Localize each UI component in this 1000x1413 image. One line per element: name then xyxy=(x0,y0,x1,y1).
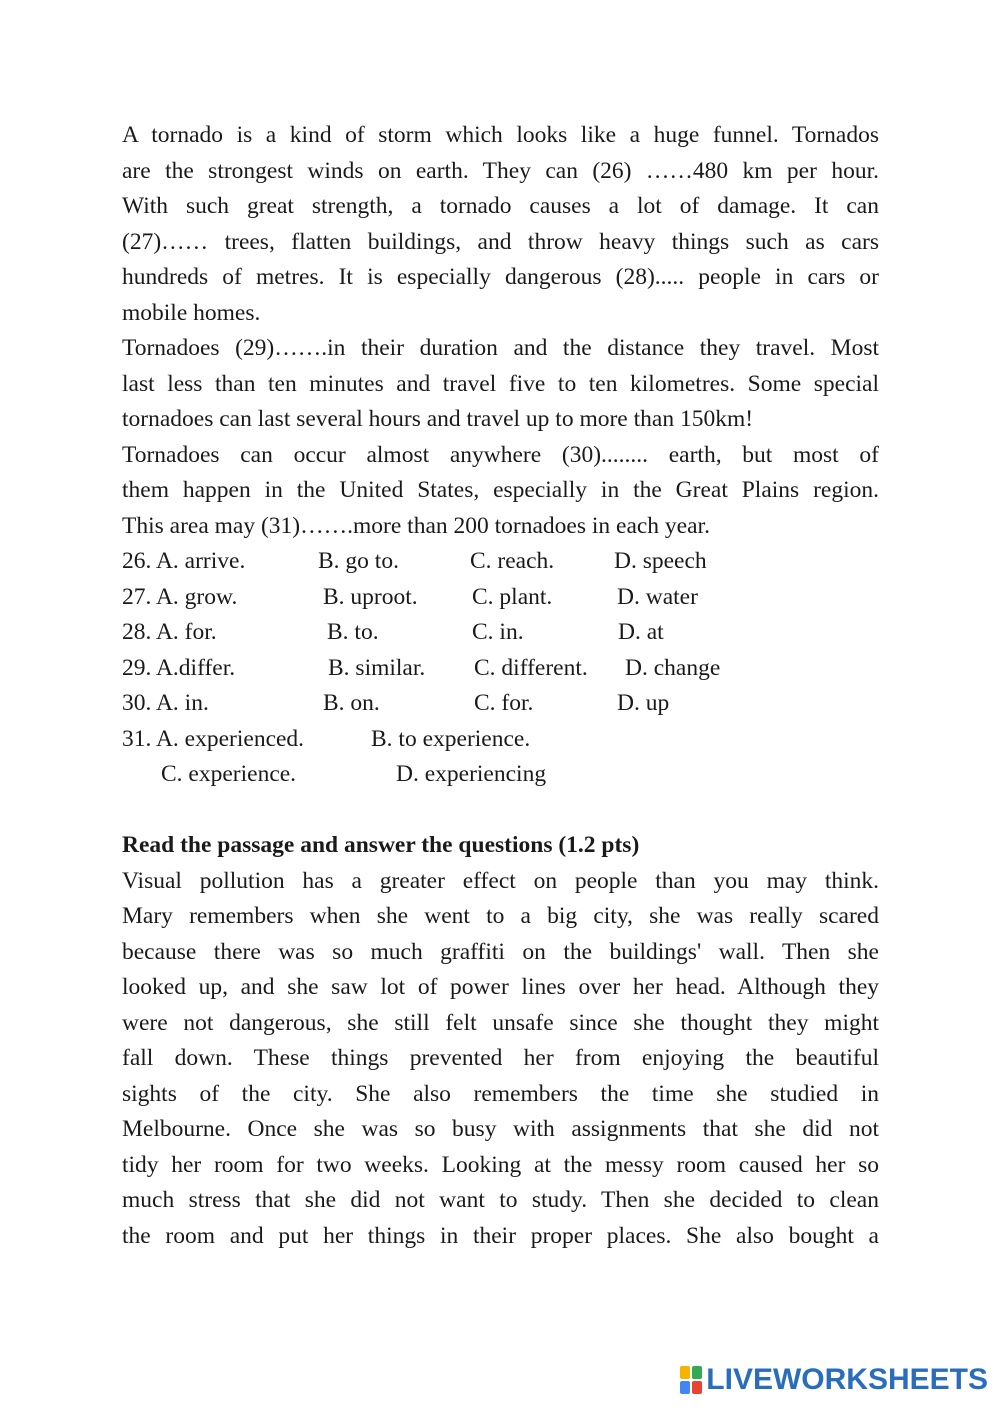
passage-line: them happen in the United States, especially in the Great Plains region. xyxy=(122,477,879,503)
passage-line: because there was so much graffiti on the buildings' wall. Then she xyxy=(122,938,879,965)
passage-line: Melbourne. Once she was so busy with assignments that she did not xyxy=(122,1116,879,1142)
option-b[interactable]: B. uproot. xyxy=(323,583,418,610)
passage-line: were not dangerous, she still felt unsafe since she thought they might xyxy=(122,1009,879,1036)
question-31 xyxy=(122,722,879,758)
section-heading: Read the passage and answer the questions (1.2 pts) xyxy=(122,832,640,858)
option-c[interactable]: C. reach. xyxy=(470,548,555,574)
question-list xyxy=(122,544,879,793)
passage-line: Visual pollution has a greater effect on people than you may think. xyxy=(122,867,879,894)
brand-name: LIVEWORKSHEETS xyxy=(706,1363,988,1396)
logo-square xyxy=(680,1366,690,1379)
option-a[interactable]: 29. A.differ. xyxy=(122,654,236,681)
option-b[interactable]: B. go to. xyxy=(318,548,399,574)
question-28 xyxy=(122,615,879,651)
option-c[interactable]: C. for. xyxy=(474,690,534,716)
passage-line: the room and put her things in their proper places. She also bought a xyxy=(122,1222,879,1249)
option-d[interactable]: D. speech xyxy=(614,548,707,574)
option-c[interactable]: C. plant. xyxy=(472,583,553,610)
passage-line: (27)…… trees, flatten buildings, and throw heavy things such as cars xyxy=(122,228,879,255)
passage-line: much stress that she did not want to study. Then she decided to clean xyxy=(122,1187,879,1213)
section-spacer xyxy=(122,793,879,829)
option-a[interactable]: 31. A. experienced. xyxy=(122,725,305,752)
option-c[interactable]: C. different. xyxy=(474,654,588,681)
option-a[interactable]: 27. A. grow. xyxy=(122,583,238,610)
question-29 xyxy=(122,651,879,687)
option-a[interactable]: 28. A. for. xyxy=(122,619,217,645)
passage-line: last less than ten minutes and travel five to ten kilometres. Some special xyxy=(122,370,879,397)
passage-visual-pollution xyxy=(122,864,879,1255)
option-b[interactable]: B. to experience. xyxy=(371,725,531,752)
passage-line: Mary remembers when she went to a big city, she was really scared xyxy=(122,903,879,929)
question-31-continued xyxy=(122,757,879,793)
option-a[interactable]: 26. A. arrive. xyxy=(122,548,246,574)
logo-square xyxy=(692,1381,702,1394)
option-d[interactable]: D. up xyxy=(617,690,670,716)
liveworksheets-logo-icon xyxy=(680,1366,702,1394)
logo-square xyxy=(680,1381,690,1394)
passage-tornado xyxy=(122,118,879,544)
question-27 xyxy=(122,580,879,616)
question-26 xyxy=(122,544,879,580)
logo-square xyxy=(692,1366,702,1379)
passage-line: mobile homes. xyxy=(122,299,261,326)
passage-line: With such great strength, a tornado causes a lot of damage. It can xyxy=(122,193,879,219)
passage-line: A tornado is a kind of storm which looks like a huge funnel. Tornados xyxy=(122,122,879,148)
passage-line: tidy her room for two weeks. Looking at the messy room caused her so xyxy=(122,1151,879,1178)
question-30 xyxy=(122,686,879,722)
passage-line: fall down. These things prevented her from enjoying the beautiful xyxy=(122,1045,879,1071)
liveworksheets-brand[interactable] xyxy=(680,1363,988,1397)
option-b[interactable]: B. on. xyxy=(323,690,380,716)
passage-line: are the strongest winds on earth. They can (26) ……480 km per hour. xyxy=(122,157,879,184)
passage-line: Tornadoes can occur almost anywhere (30)........ earth, but most of xyxy=(122,441,879,468)
option-d[interactable]: D. water xyxy=(617,583,698,610)
option-c[interactable]: C. experience. xyxy=(161,761,297,787)
passage-line: Tornadoes (29)…….in their duration and the distance they travel. Most xyxy=(122,335,879,361)
passage-line: tornadoes can last several hours and travel up to more than 150km! xyxy=(122,406,754,432)
option-a[interactable]: 30. A. in. xyxy=(122,690,209,716)
passage-line: looked up, and she saw lot of power lines over her head. Although they xyxy=(122,974,879,1000)
passage-line: hundreds of metres. It is especially dangerous (28)..... people in cars or xyxy=(122,264,879,290)
option-d[interactable]: D. at xyxy=(618,619,664,645)
option-b[interactable]: B. similar. xyxy=(328,654,426,681)
option-d[interactable]: D. experiencing xyxy=(396,761,547,787)
passage-line: This area may (31)…….more than 200 tornadoes in each year. xyxy=(122,512,710,539)
worksheet-page xyxy=(122,118,879,1254)
passage-line: sights of the city. She also remembers the time she studied in xyxy=(122,1080,879,1107)
option-d[interactable]: D. change xyxy=(625,654,721,681)
option-c[interactable]: C. in. xyxy=(472,619,524,645)
option-b[interactable]: B. to. xyxy=(327,619,379,645)
